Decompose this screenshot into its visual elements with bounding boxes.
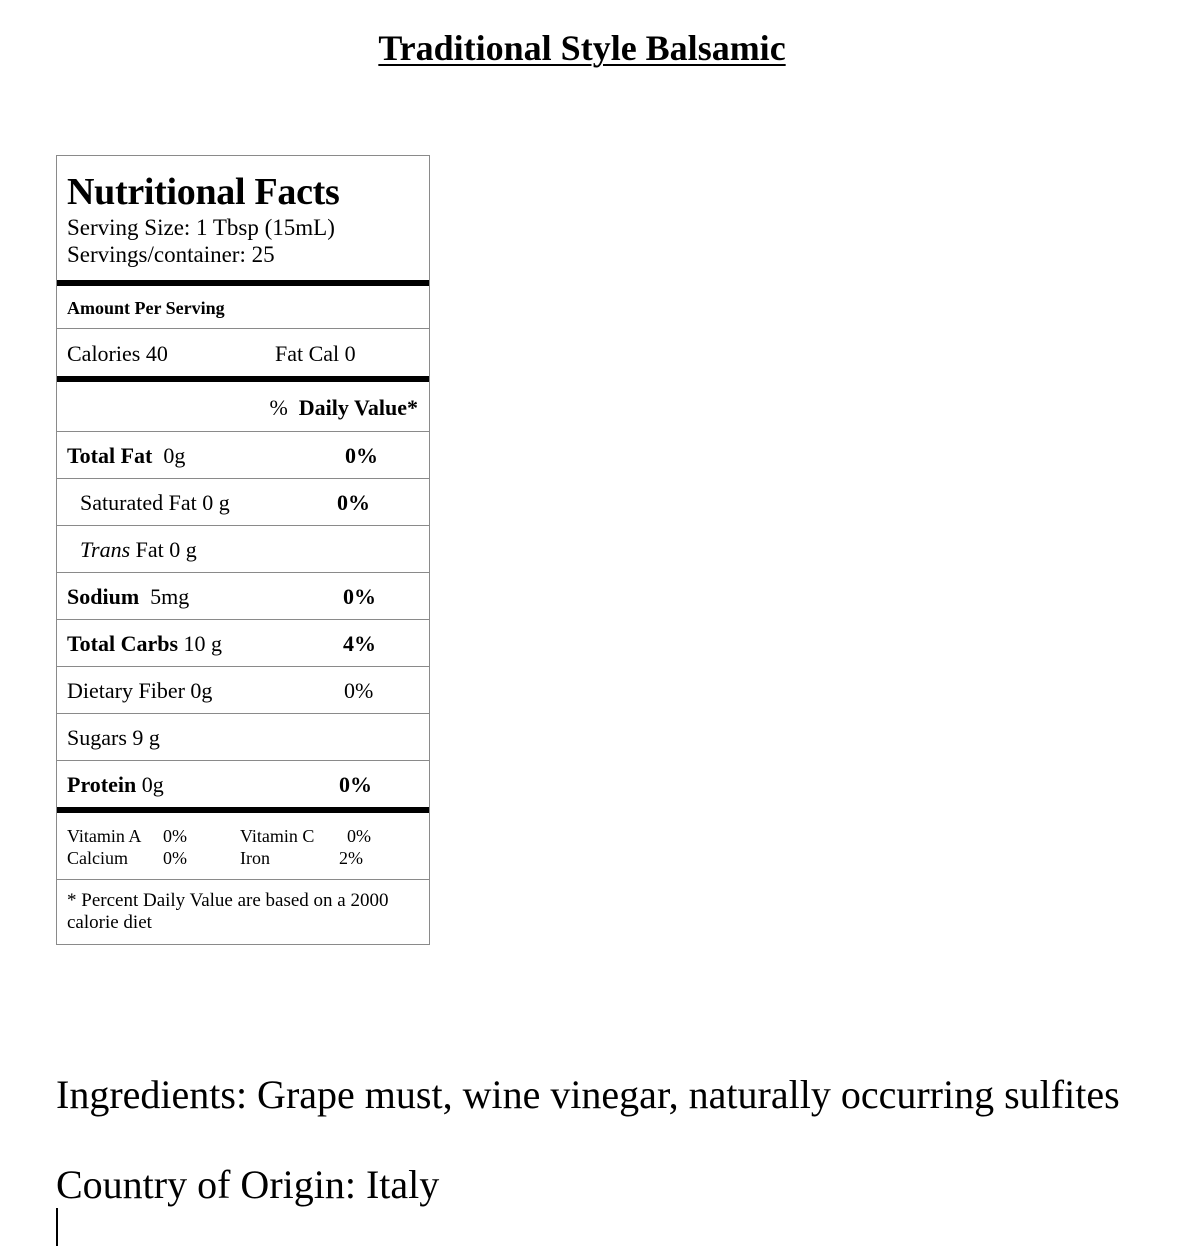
panel-title: Nutritional Facts — [67, 171, 340, 213]
sodium-amount: 5mg — [150, 584, 190, 609]
protein-name: Protein — [67, 772, 137, 797]
amount-per-serving-row — [57, 286, 429, 328]
total-fat-row — [57, 431, 429, 478]
ingredients-text: Ingredients: Grape must, wine vinegar, naturally occurring sulfites — [56, 1072, 1120, 1117]
dietary-fiber-label: Dietary Fiber 0g — [67, 678, 213, 703]
document-title: Traditional Style Balsamic — [378, 28, 786, 68]
vitamin-a-name: Vitamin A — [67, 826, 142, 846]
total-fat-dv: 0% — [345, 443, 378, 468]
total-fat-amount: 0g — [163, 443, 186, 468]
daily-value-header-text: Daily Value* — [298, 395, 418, 420]
total-carbs-label — [67, 620, 222, 667]
total-fat-name: Total Fat — [67, 443, 153, 468]
total-carbs-name: Total Carbs — [67, 631, 179, 656]
nutrition-facts-panel — [56, 155, 430, 945]
trans-fat-amount: Fat 0 g — [135, 537, 197, 562]
sodium-label — [67, 573, 189, 620]
vitamin-a-value: 0% — [163, 826, 187, 846]
calories-row — [57, 328, 429, 376]
vitamins-block — [57, 813, 429, 879]
sodium-row — [57, 572, 429, 619]
servings-per-container: Servings/container: 25 — [67, 242, 275, 267]
total-carbs-amount: 10 g — [183, 631, 223, 656]
total-fat-label — [67, 432, 185, 479]
vitamin-c-name: Vitamin C — [240, 826, 315, 846]
daily-value-percent-sign: % — [269, 395, 288, 420]
total-carbs-row — [57, 619, 429, 666]
calories-label: Calories 40 — [67, 341, 168, 366]
text-cursor[interactable] — [56, 1208, 58, 1246]
trans-fat-name: Trans — [80, 537, 131, 562]
daily-value-header-row — [57, 382, 429, 431]
vitamin-c-value: 0% — [347, 826, 371, 846]
dietary-fiber-row — [57, 666, 429, 713]
sodium-name: Sodium — [67, 584, 140, 609]
calcium-name: Calcium — [67, 848, 128, 868]
trans-fat-row — [57, 525, 429, 572]
serving-size: Serving Size: 1 Tbsp (15mL) — [67, 215, 335, 240]
protein-label — [67, 761, 164, 808]
iron-value: 2% — [339, 848, 363, 868]
sugars-label: Sugars 9 g — [67, 725, 160, 750]
panel-header — [57, 156, 429, 280]
amount-per-serving-label: Amount Per Serving — [67, 298, 225, 318]
daily-value-header — [269, 382, 418, 433]
dietary-fiber-dv: 0% — [344, 678, 374, 703]
country-of-origin-text: Country of Origin: Italy — [56, 1162, 440, 1207]
total-carbs-dv: 4% — [343, 631, 376, 656]
fat-calories-label: Fat Cal 0 — [275, 341, 356, 366]
saturated-fat-dv: 0% — [337, 490, 370, 515]
saturated-fat-label: Saturated Fat 0 g — [80, 490, 230, 515]
sodium-dv: 0% — [343, 584, 376, 609]
trans-fat-label — [80, 526, 197, 573]
protein-row — [57, 760, 429, 807]
sugars-row — [57, 713, 429, 760]
saturated-fat-row — [57, 478, 429, 525]
daily-value-footnote: * Percent Daily Value are based on a 2000 calorie diet — [57, 879, 429, 944]
protein-amount: 0g — [141, 772, 164, 797]
calcium-value: 0% — [163, 848, 187, 868]
iron-name: Iron — [240, 848, 270, 868]
protein-dv: 0% — [339, 772, 372, 797]
